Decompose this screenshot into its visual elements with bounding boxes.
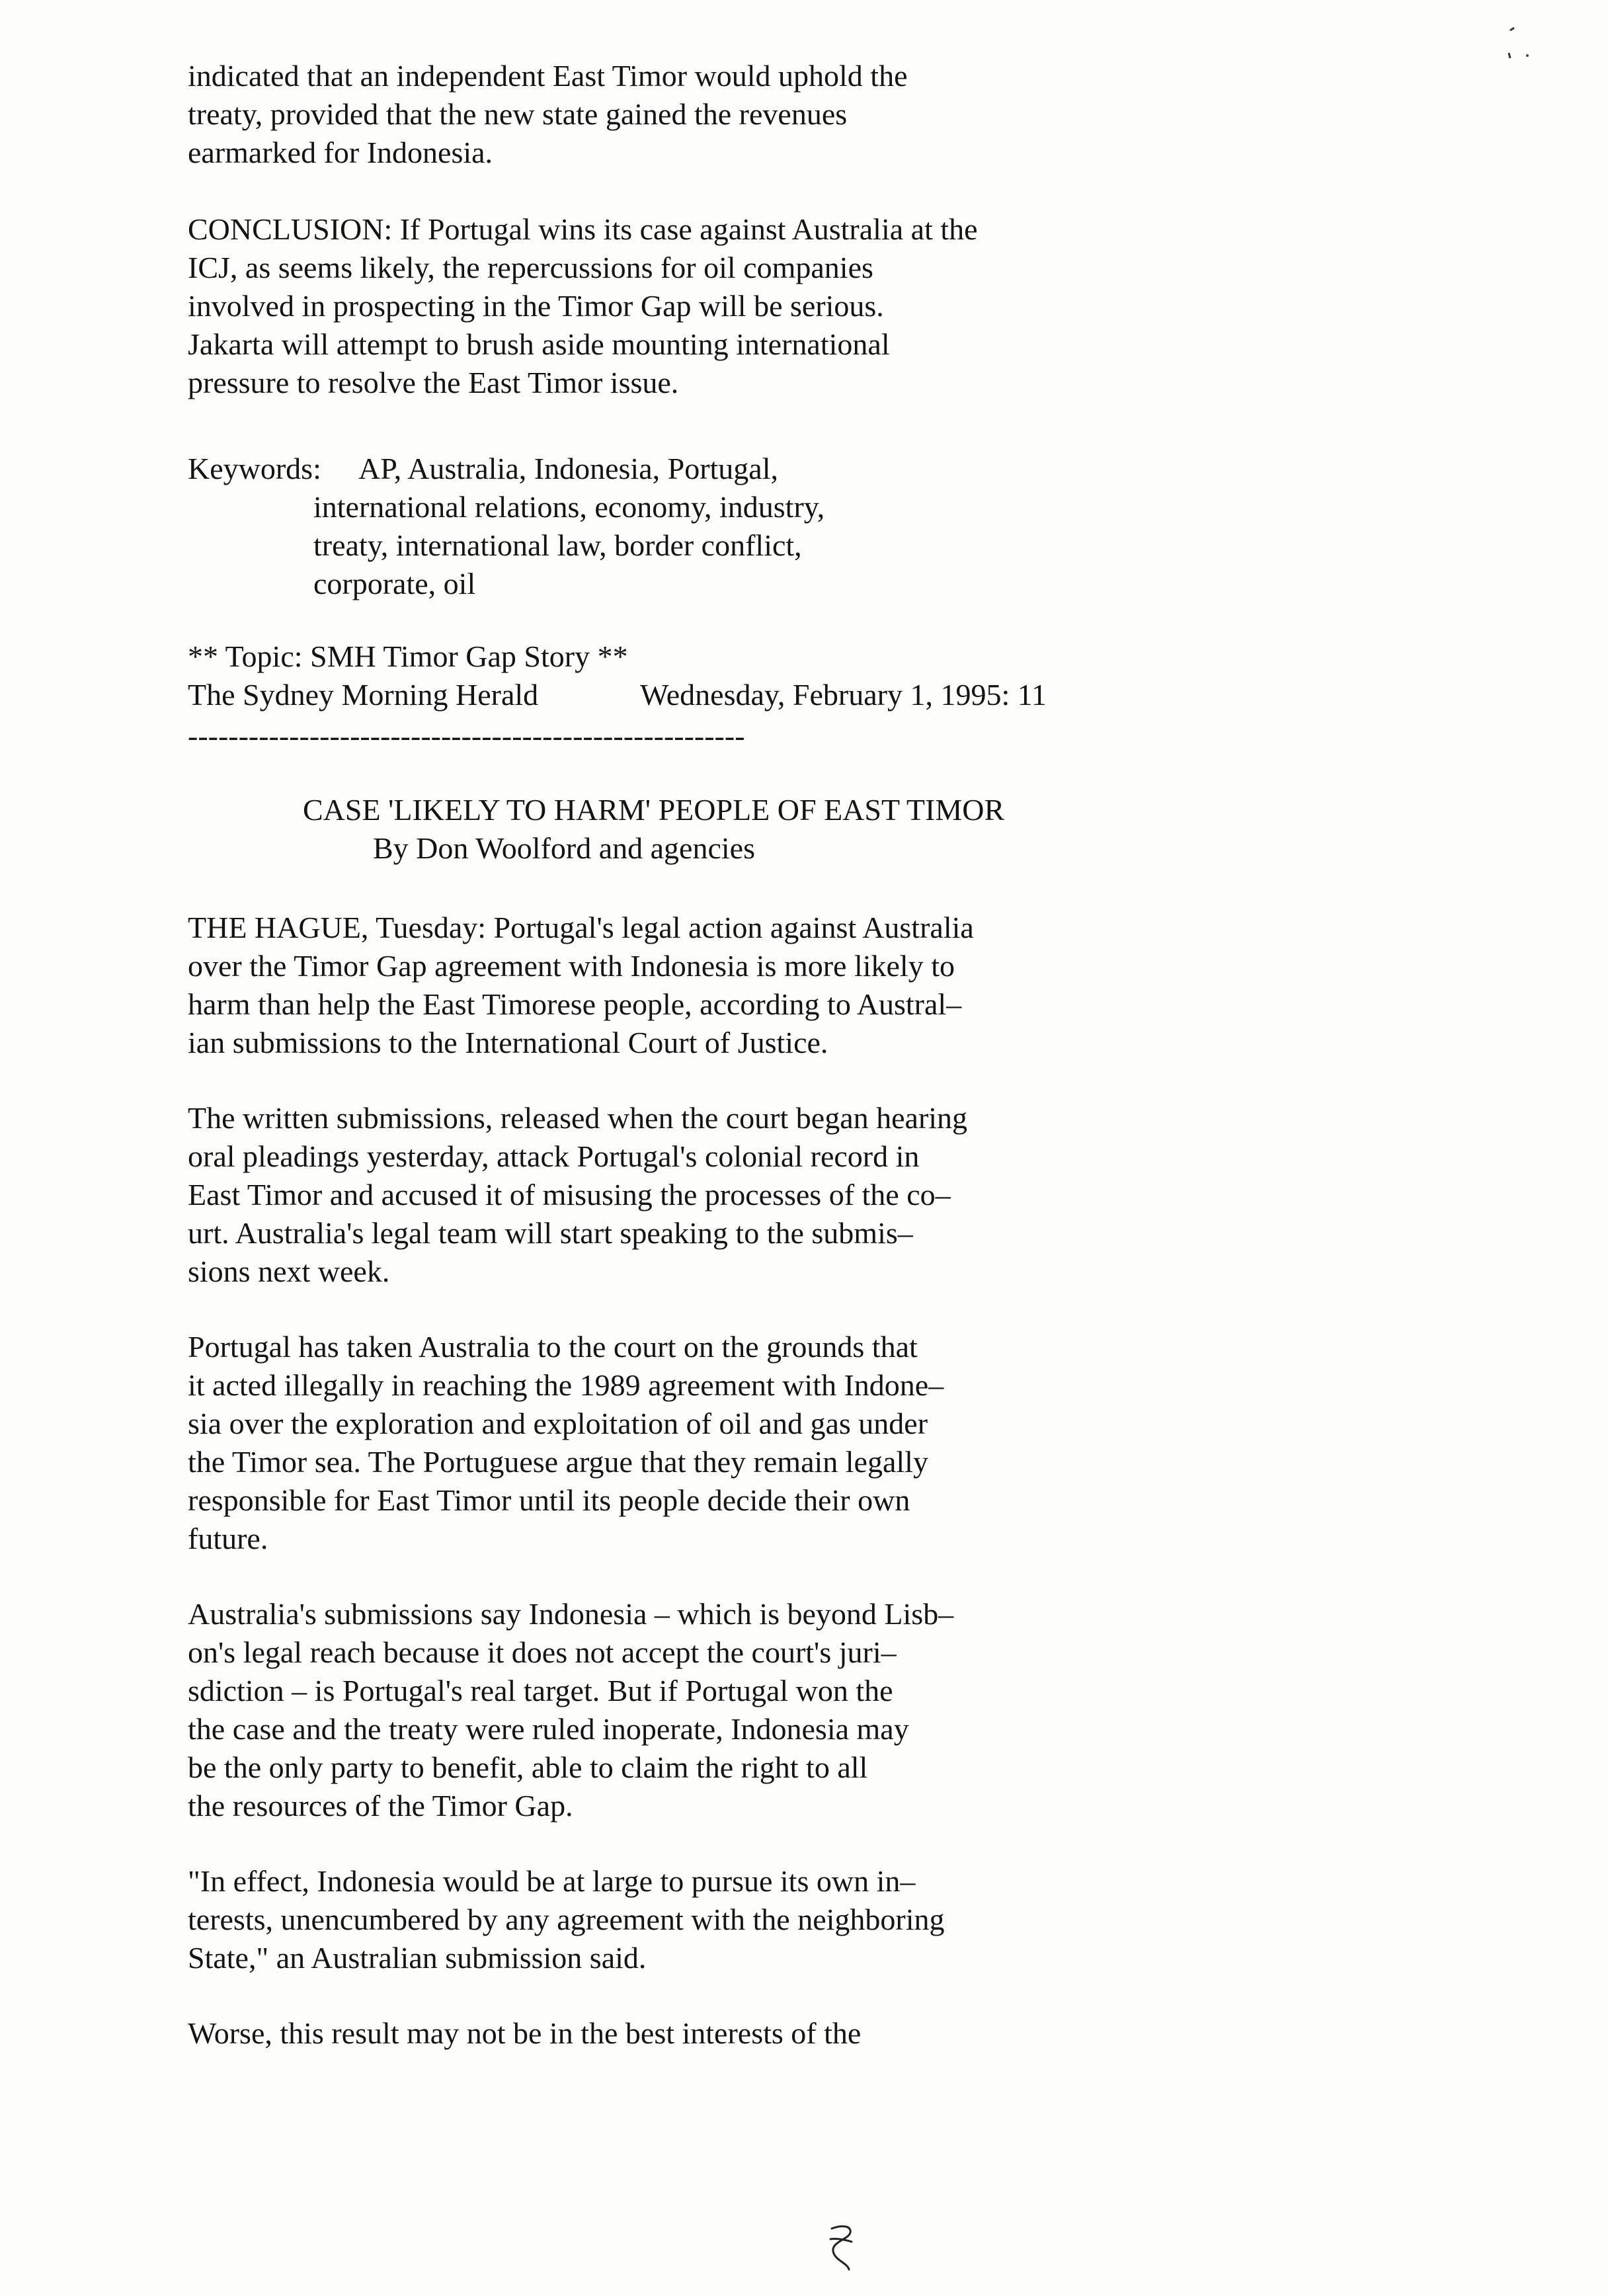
intro-paragraph [188, 57, 908, 172]
article-line: on's legal reach because it does not accept the court's juri– [188, 1635, 897, 1669]
article-line: urt. Australia's legal team will start speaking to the submis– [188, 1216, 913, 1250]
handwritten-page-number [823, 2222, 862, 2275]
conclusion-paragraph [188, 210, 978, 402]
article-line: East Timor and accused it of misusing the processes of the co– [188, 1178, 951, 1211]
article-line: the case and the treaty were ruled inoperate, Indonesia may [188, 1712, 909, 1746]
article-line: it acted illegally in reaching the 1989 agreement with Indone– [188, 1368, 944, 1402]
article-paragraph-1 [188, 909, 974, 1062]
topic-line: ** Topic: SMH Timor Gap Story ** [188, 639, 628, 673]
article-line: Australia's submissions say Indonesia – which is beyond Lisb– [188, 1597, 954, 1631]
article-paragraph-5 [188, 1862, 945, 1977]
conclusion-line: pressure to resolve the East Timor issue. [188, 366, 679, 399]
article-line: oral pleadings yesterday, attack Portugal's colonial record in [188, 1139, 920, 1173]
keywords-label: Keywords: [188, 452, 321, 485]
intro-line: indicated that an independent East Timor would uphold the [188, 59, 908, 93]
keywords-list [313, 450, 824, 603]
conclusion-line: involved in prospecting in the Timor Gap will be serious. [188, 289, 884, 323]
scan-artifact-marks [1496, 26, 1535, 79]
article-paragraph-3 [188, 1328, 944, 1558]
article-line: THE HAGUE, Tuesday: Portugal's legal action against Australia [188, 911, 974, 944]
publication-name: The Sydney Morning Herald [188, 678, 539, 712]
article-line: future. [188, 1522, 268, 1555]
article-line: responsible for East Timor until its people decide their own [188, 1483, 910, 1517]
keywords-line: AP, Australia, Indonesia, Portugal, [358, 452, 778, 485]
article-line: Portugal has taken Australia to the court on the grounds that [188, 1330, 918, 1364]
article-line: ian submissions to the International Court of Justice. [188, 1026, 828, 1059]
article-line: the Timor sea. The Portuguese argue that they remain legally [188, 1445, 928, 1479]
publication-date: Wednesday, February 1, 1995: 11 [640, 678, 1047, 712]
intro-line: earmarked for Indonesia. [188, 136, 493, 169]
keywords-line: international relations, economy, industry, [313, 490, 825, 524]
article-line: sdiction – is Portugal's real target. But if Portugal won the [188, 1674, 893, 1707]
keywords-line: corporate, oil [313, 567, 476, 600]
article-line: The written submissions, released when the court began hearing [188, 1101, 968, 1135]
article-headline: CASE 'LIKELY TO HARM' PEOPLE OF EAST TIMOR [303, 793, 1005, 827]
article-paragraph-4 [188, 1595, 953, 1825]
article-line: harm than help the East Timorese people, according to Austral– [188, 987, 962, 1021]
conclusion-line: ICJ, as seems likely, the repercussions for oil companies [188, 251, 873, 284]
article-line: sia over the exploration and exploitation of oil and gas under [188, 1407, 928, 1440]
article-byline: By Don Woolford and agencies [373, 831, 755, 865]
article-line: terests, unencumbered by any agreement with the neighboring [188, 1903, 945, 1936]
separator-line: ------------------------------------------------------- [188, 719, 745, 753]
article-line: State," an Australian submission said. [188, 1941, 647, 1975]
article-line: sions next week. [188, 1254, 390, 1288]
article-line: over the Timor Gap agreement with Indonesia is more likely to [188, 949, 955, 983]
conclusion-line: Jakarta will attempt to brush aside mounting international [188, 327, 890, 361]
article-line: Worse, this result may not be in the best interests of the [188, 2016, 862, 2050]
keywords-line: treaty, international law, border conflict, [313, 528, 802, 562]
article-line: be the only party to benefit, able to claim the right to all [188, 1750, 868, 1784]
article-paragraph-2 [188, 1099, 967, 1291]
conclusion-line: CONCLUSION: If Portugal wins its case against Australia at the [188, 212, 978, 246]
article-paragraph-6 [188, 2014, 861, 2053]
intro-line: treaty, provided that the new state gained the revenues [188, 97, 848, 131]
article-line: "In effect, Indonesia would be at large to pursue its own in– [188, 1864, 916, 1898]
article-line: the resources of the Timor Gap. [188, 1789, 573, 1823]
